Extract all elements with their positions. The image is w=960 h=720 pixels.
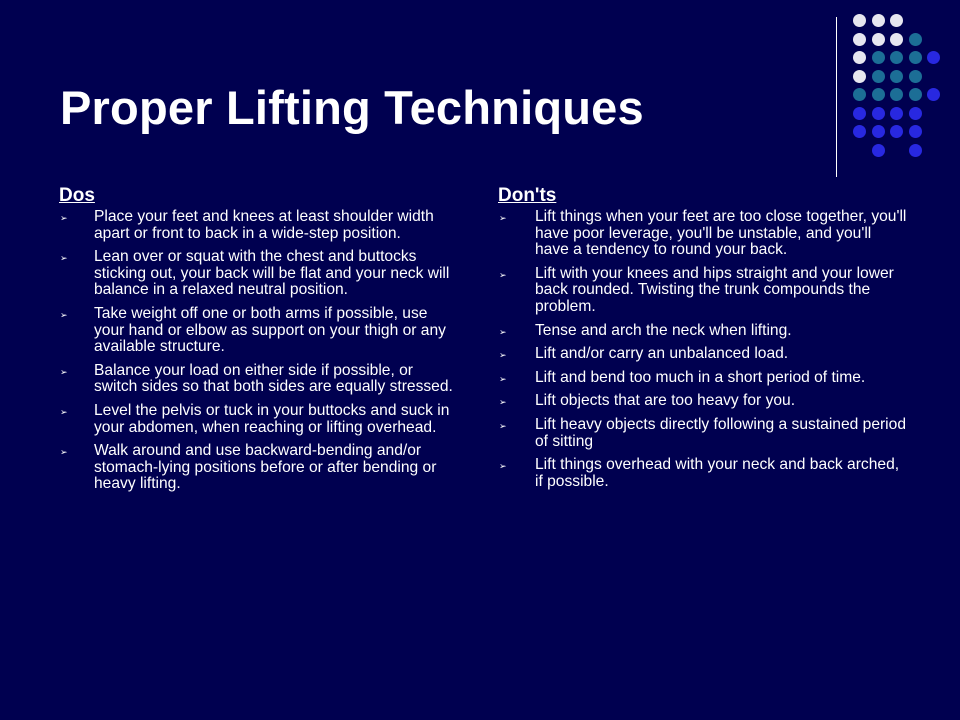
list-item — [59, 363, 459, 396]
decorative-dot — [890, 51, 903, 64]
arrow-bullet-icon: ➢ — [499, 350, 507, 361]
decorative-dot — [853, 107, 866, 120]
donts-list — [498, 209, 908, 490]
decorative-dot — [890, 107, 903, 120]
arrow-bullet-icon: ➢ — [499, 397, 507, 408]
decorative-dot — [909, 33, 922, 46]
list-item-text: Take weight off one or both arms if possible, use your hand or elbow as support on your thigh or any available structure. — [94, 304, 446, 356]
arrow-bullet-icon: ➢ — [499, 461, 507, 472]
arrow-bullet-icon: ➢ — [60, 253, 68, 264]
decorative-dot — [853, 125, 866, 138]
decorative-dot — [909, 70, 922, 83]
list-item-text: Lift and/or carry an unbalanced load. — [535, 345, 789, 363]
decorative-dot — [909, 144, 922, 157]
decorative-dot — [872, 14, 885, 27]
decorative-dot — [872, 70, 885, 83]
decorative-dot — [872, 107, 885, 120]
list-item — [498, 346, 908, 363]
arrow-bullet-icon: ➢ — [60, 406, 68, 417]
list-item-text: Tense and arch the neck when lifting. — [535, 321, 792, 339]
donts-heading: Don'ts — [498, 185, 557, 206]
arrow-bullet-icon: ➢ — [60, 213, 68, 223]
decorative-dot — [872, 144, 885, 157]
decorative-dot — [853, 51, 866, 64]
arrow-bullet-icon: ➢ — [499, 326, 507, 337]
decorative-dot — [890, 14, 903, 27]
arrow-bullet-icon: ➢ — [60, 366, 68, 377]
decorative-dot — [909, 107, 922, 120]
list-item — [498, 209, 908, 259]
dos-list — [59, 209, 459, 493]
decorative-dot — [890, 125, 903, 138]
decorative-dot — [890, 70, 903, 83]
list-item — [59, 249, 459, 299]
list-item-text: Lift things when your feet are too close together, you'll have poor leverage, you'll be unstable, and you'll have a tendency to round your back. — [535, 208, 907, 259]
decorative-dot — [909, 125, 922, 138]
decorative-dot — [927, 88, 940, 101]
list-item — [498, 457, 908, 490]
arrow-bullet-icon: ➢ — [499, 373, 507, 384]
list-item — [59, 306, 459, 356]
decorative-dot — [909, 88, 922, 101]
list-item-text: Place your feet and knees at least shoulder width apart or front to back in a wide-step position. — [94, 208, 434, 242]
list-item — [59, 209, 459, 242]
decorative-dot — [909, 51, 922, 64]
arrow-bullet-icon: ➢ — [499, 269, 507, 280]
decorative-dot — [872, 125, 885, 138]
decorative-dot — [872, 33, 885, 46]
list-item — [498, 370, 908, 387]
decorative-dot — [890, 33, 903, 46]
list-item — [59, 443, 459, 493]
decorative-divider — [836, 17, 837, 177]
list-item-text: Lean over or squat with the chest and buttocks sticking out, your back will be flat and your neck will balance in a relaxed neutral position. — [94, 248, 450, 299]
decorative-dot-grid — [853, 14, 953, 159]
decorative-dot — [853, 14, 866, 27]
decorative-dot — [872, 88, 885, 101]
dos-heading: Dos — [59, 185, 95, 206]
decorative-dot — [872, 51, 885, 64]
arrow-bullet-icon: ➢ — [499, 213, 507, 223]
list-item-text: Lift objects that are too heavy for you. — [535, 392, 796, 410]
decorative-dot — [853, 88, 866, 101]
decorative-dot — [927, 51, 940, 64]
list-item — [498, 417, 908, 450]
list-item — [498, 323, 908, 340]
list-item-text: Level the pelvis or tuck in your buttocks and suck in your abdomen, when reaching or lifting overhead. — [94, 401, 450, 436]
decorative-dot — [853, 70, 866, 83]
list-item — [498, 266, 908, 316]
arrow-bullet-icon: ➢ — [60, 447, 68, 458]
arrow-bullet-icon: ➢ — [499, 420, 507, 431]
list-item-text: Lift and bend too much in a short period of time. — [535, 368, 866, 386]
slide-title: Proper Lifting Techniques — [60, 81, 644, 134]
list-item-text: Lift things overhead with your neck and back arched, if possible. — [535, 456, 900, 490]
list-item-text: Lift with your knees and hips straight and your lower back rounded. Twisting the trunk compounds the problem. — [535, 264, 894, 315]
decorative-dot — [890, 88, 903, 101]
list-item — [498, 393, 908, 410]
decorative-dot — [853, 33, 866, 46]
list-item-text: Balance your load on either side if possible, or switch sides so that both sides are equally stressed. — [94, 361, 453, 396]
list-item-text: Walk around and use backward-bending and/or stomach-lying positions before or after bending or heavy lifting. — [94, 442, 437, 493]
donts-column — [498, 185, 908, 497]
list-item — [59, 403, 459, 436]
dos-column — [59, 185, 459, 500]
arrow-bullet-icon: ➢ — [60, 309, 68, 320]
list-item-text: Lift heavy objects directly following a sustained period of sitting — [535, 415, 906, 450]
